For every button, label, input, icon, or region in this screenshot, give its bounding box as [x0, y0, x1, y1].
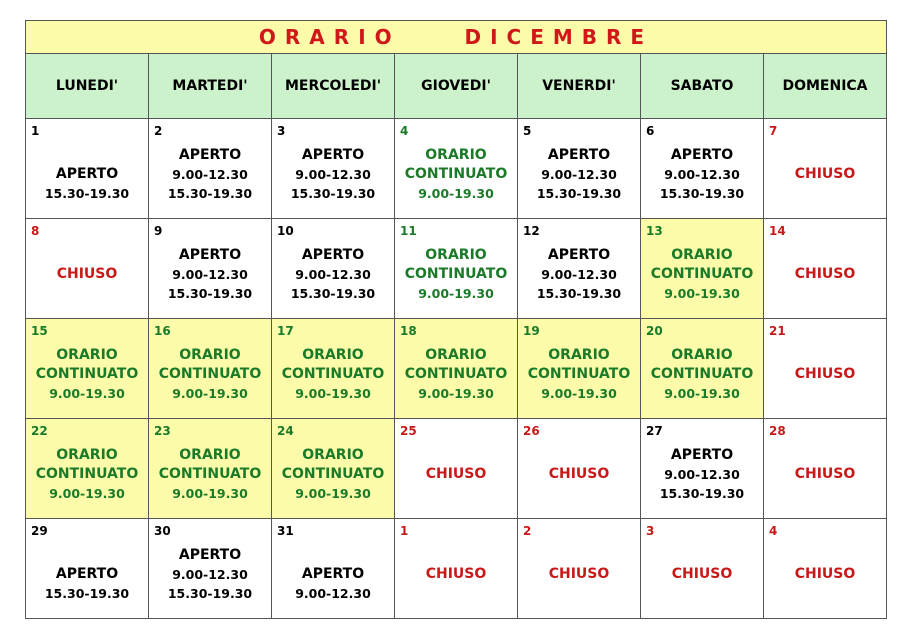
- day-schedule: [764, 239, 886, 310]
- day-status: CONTINUATO: [404, 166, 508, 182]
- day-number: 29: [31, 524, 48, 538]
- day-schedule: [26, 239, 148, 310]
- day-cell: [518, 219, 641, 319]
- day-schedule: [641, 339, 763, 410]
- day-number: 13: [646, 224, 663, 238]
- day-schedule: [764, 339, 886, 410]
- day-status: ORARIO: [548, 347, 610, 363]
- day-schedule: [272, 339, 394, 410]
- day-cell: [272, 219, 395, 319]
- day-number: 27: [646, 424, 663, 438]
- day-hours: 9.00-19.30: [49, 486, 125, 501]
- week-row: [26, 519, 887, 619]
- day-cell: [764, 119, 887, 219]
- day-status: CONTINUATO: [404, 366, 508, 382]
- day-schedule: [764, 439, 886, 510]
- day-status: ORARIO: [302, 447, 364, 463]
- weekday-header: GIOVEDI': [395, 54, 518, 119]
- day-hours: 15.30-19.30: [290, 286, 376, 301]
- day-cell: [26, 519, 149, 619]
- day-cell: [518, 519, 641, 619]
- day-schedule: [395, 239, 517, 310]
- weekday-header: MARTEDI': [149, 54, 272, 119]
- day-cell: [26, 419, 149, 519]
- day-schedule: [518, 339, 640, 410]
- day-status: CHIUSO: [56, 266, 118, 282]
- day-schedule: [26, 339, 148, 410]
- day-schedule: [272, 439, 394, 510]
- day-number: 10: [277, 224, 294, 238]
- day-hours: 9.00-19.30: [295, 386, 371, 401]
- day-status: CHIUSO: [548, 466, 610, 482]
- day-number: 15: [31, 324, 48, 338]
- day-number: 4: [769, 524, 778, 538]
- day-cell: [149, 519, 272, 619]
- day-schedule: [149, 539, 271, 610]
- day-cell: [395, 119, 518, 219]
- day-hours: 9.00-19.30: [295, 486, 371, 501]
- day-cell: [272, 419, 395, 519]
- day-number: 6: [646, 124, 655, 138]
- day-status: APERTO: [547, 247, 611, 263]
- day-status: CHIUSO: [794, 366, 856, 382]
- day-status: ORARIO: [425, 347, 487, 363]
- calendar-title: ORARIO DICEMBRE: [26, 21, 887, 54]
- day-cell: [764, 519, 887, 619]
- day-status: CONTINUATO: [527, 366, 631, 382]
- day-schedule: [149, 139, 271, 210]
- day-status: ORARIO: [179, 447, 241, 463]
- day-status: CHIUSO: [794, 566, 856, 582]
- day-cell: [149, 419, 272, 519]
- day-cell: [641, 119, 764, 219]
- day-status: APERTO: [301, 566, 365, 582]
- day-cell: [395, 319, 518, 419]
- day-status: CONTINUATO: [35, 466, 139, 482]
- day-number: 26: [523, 424, 540, 438]
- day-status: CONTINUATO: [35, 366, 139, 382]
- day-number: 22: [31, 424, 48, 438]
- day-status: ORARIO: [425, 247, 487, 263]
- day-cell: [641, 219, 764, 319]
- day-schedule: [764, 139, 886, 210]
- day-number: 9: [154, 224, 163, 238]
- day-schedule: [395, 439, 517, 510]
- day-cell: [764, 219, 887, 319]
- day-number: 2: [154, 124, 163, 138]
- day-number: 12: [523, 224, 540, 238]
- day-hours: 15.30-19.30: [44, 586, 130, 601]
- day-status: CHIUSO: [548, 566, 610, 582]
- day-schedule: [149, 339, 271, 410]
- day-number: 19: [523, 324, 540, 338]
- day-schedule: [641, 539, 763, 610]
- day-cell: [272, 519, 395, 619]
- weekday-header: SABATO: [641, 54, 764, 119]
- day-schedule: [272, 139, 394, 210]
- day-cell: [26, 219, 149, 319]
- week-row: [26, 219, 887, 319]
- day-number: 4: [400, 124, 409, 138]
- day-cell: [272, 319, 395, 419]
- day-status: APERTO: [55, 566, 119, 582]
- day-schedule: [641, 139, 763, 210]
- day-number: 28: [769, 424, 786, 438]
- day-schedule: [395, 139, 517, 210]
- day-schedule: [395, 339, 517, 410]
- day-cell: [518, 119, 641, 219]
- day-hours: 9.00-12.30: [295, 167, 371, 182]
- weeks-body: [26, 119, 887, 619]
- day-status: ORARIO: [671, 247, 733, 263]
- day-cell: [641, 419, 764, 519]
- day-hours: 15.30-19.30: [536, 186, 622, 201]
- weekday-header: MERCOLEDI': [272, 54, 395, 119]
- weekday-header: LUNEDI': [26, 54, 149, 119]
- day-status: CONTINUATO: [158, 366, 262, 382]
- day-hours: 9.00-12.30: [664, 167, 740, 182]
- day-status: CHIUSO: [425, 466, 487, 482]
- day-cell: [641, 519, 764, 619]
- day-number: 20: [646, 324, 663, 338]
- day-cell: [26, 119, 149, 219]
- day-cell: [641, 319, 764, 419]
- weekday-header: DOMENICA: [764, 54, 887, 119]
- day-schedule: [764, 539, 886, 610]
- day-hours: 9.00-19.30: [172, 386, 248, 401]
- day-status: CONTINUATO: [650, 366, 754, 382]
- day-status: CONTINUATO: [281, 366, 385, 382]
- day-schedule: [518, 539, 640, 610]
- day-number: 30: [154, 524, 171, 538]
- day-status: ORARIO: [56, 447, 118, 463]
- day-number: 31: [277, 524, 294, 538]
- day-hours: 9.00-19.30: [418, 186, 494, 201]
- day-schedule: [641, 439, 763, 510]
- day-status: APERTO: [178, 247, 242, 263]
- day-number: 8: [31, 224, 40, 238]
- day-status: CHIUSO: [425, 566, 487, 582]
- day-hours: 9.00-12.30: [172, 267, 248, 282]
- day-hours: 9.00-12.30: [172, 167, 248, 182]
- day-schedule: [149, 239, 271, 310]
- day-schedule: [641, 239, 763, 310]
- day-hours: 9.00-19.30: [418, 386, 494, 401]
- day-cell: [149, 219, 272, 319]
- day-cell: [149, 119, 272, 219]
- day-hours: 9.00-12.30: [541, 167, 617, 182]
- day-status: APERTO: [301, 147, 365, 163]
- day-number: 25: [400, 424, 417, 438]
- day-schedule: [518, 439, 640, 510]
- weekday-header-row: [26, 54, 887, 119]
- day-schedule: [518, 239, 640, 310]
- week-row: [26, 419, 887, 519]
- day-cell: [764, 419, 887, 519]
- weekday-header: VENERDI': [518, 54, 641, 119]
- day-status: APERTO: [670, 447, 734, 463]
- day-status: ORARIO: [671, 347, 733, 363]
- day-number: 23: [154, 424, 171, 438]
- day-number: 3: [277, 124, 286, 138]
- day-schedule: [149, 439, 271, 510]
- day-schedule: [518, 139, 640, 210]
- day-status: CONTINUATO: [158, 466, 262, 482]
- day-hours: 15.30-19.30: [659, 486, 745, 501]
- day-hours: 15.30-19.30: [659, 186, 745, 201]
- day-hours: 15.30-19.30: [290, 186, 376, 201]
- day-number: 2: [523, 524, 532, 538]
- day-status: ORARIO: [302, 347, 364, 363]
- day-status: CHIUSO: [671, 566, 733, 582]
- day-number: 3: [646, 524, 655, 538]
- day-cell: [149, 319, 272, 419]
- day-number: 1: [400, 524, 409, 538]
- day-status: CHIUSO: [794, 166, 856, 182]
- week-row: [26, 119, 887, 219]
- day-hours: 9.00-12.30: [172, 567, 248, 582]
- day-hours: 9.00-12.30: [295, 267, 371, 282]
- day-number: 24: [277, 424, 294, 438]
- day-cell: [764, 319, 887, 419]
- day-number: 1: [31, 124, 40, 138]
- day-hours: 9.00-12.30: [664, 467, 740, 482]
- day-hours: 9.00-19.30: [172, 486, 248, 501]
- day-number: 16: [154, 324, 171, 338]
- calendar-table: [25, 20, 887, 619]
- day-cell: [395, 219, 518, 319]
- day-number: 17: [277, 324, 294, 338]
- week-row: [26, 319, 887, 419]
- day-hours: 9.00-19.30: [49, 386, 125, 401]
- day-cell: [395, 519, 518, 619]
- day-number: 14: [769, 224, 786, 238]
- day-number: 5: [523, 124, 532, 138]
- day-schedule: [26, 139, 148, 210]
- day-status: APERTO: [178, 147, 242, 163]
- day-schedule: [272, 239, 394, 310]
- day-status: CONTINUATO: [404, 266, 508, 282]
- title-row: [26, 21, 887, 54]
- day-number: 18: [400, 324, 417, 338]
- day-number: 7: [769, 124, 778, 138]
- day-status: ORARIO: [425, 147, 487, 163]
- day-cell: [272, 119, 395, 219]
- day-status: CHIUSO: [794, 266, 856, 282]
- day-status: APERTO: [547, 147, 611, 163]
- day-cell: [395, 419, 518, 519]
- day-hours: 15.30-19.30: [167, 186, 253, 201]
- day-hours: 9.00-12.30: [541, 267, 617, 282]
- day-hours: 15.30-19.30: [44, 186, 130, 201]
- day-status: CONTINUATO: [650, 266, 754, 282]
- day-hours: 9.00-19.30: [664, 286, 740, 301]
- day-number: 11: [400, 224, 417, 238]
- day-status: CHIUSO: [794, 466, 856, 482]
- day-status: ORARIO: [179, 347, 241, 363]
- day-hours: 15.30-19.30: [536, 286, 622, 301]
- day-status: APERTO: [670, 147, 734, 163]
- day-status: APERTO: [55, 166, 119, 182]
- day-schedule: [26, 439, 148, 510]
- day-hours: 9.00-19.30: [418, 286, 494, 301]
- day-schedule: [272, 539, 394, 610]
- day-status: CONTINUATO: [281, 466, 385, 482]
- day-cell: [26, 319, 149, 419]
- day-schedule: [26, 539, 148, 610]
- day-cell: [518, 319, 641, 419]
- day-hours: 15.30-19.30: [167, 286, 253, 301]
- day-schedule: [395, 539, 517, 610]
- day-hours: 9.00-19.30: [541, 386, 617, 401]
- day-status: APERTO: [178, 547, 242, 563]
- day-hours: 9.00-12.30: [295, 586, 371, 601]
- day-number: 21: [769, 324, 786, 338]
- day-status: ORARIO: [56, 347, 118, 363]
- day-status: APERTO: [301, 247, 365, 263]
- day-hours: 9.00-19.30: [664, 386, 740, 401]
- day-hours: 15.30-19.30: [167, 586, 253, 601]
- day-cell: [518, 419, 641, 519]
